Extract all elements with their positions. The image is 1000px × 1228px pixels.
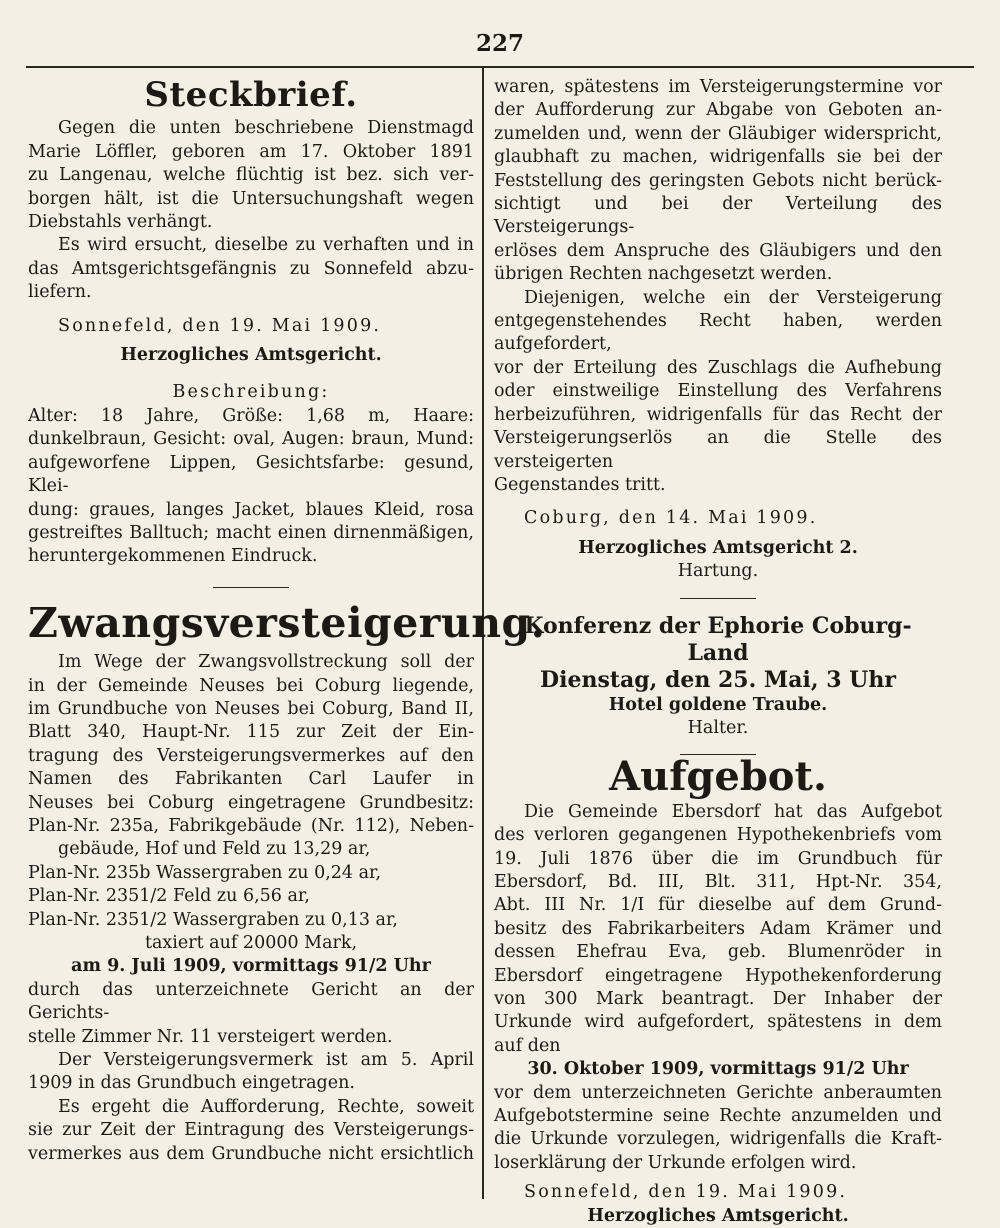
authority: Herzogliches Amtsgericht 2. [578,537,858,558]
right-column [494,70,942,1228]
text-line: 19. Juli 1876 über die im Grundbuch für [494,848,942,869]
text-line: gestreiftes Balltuch; macht einen dirnenmäßigen, [28,522,474,543]
auction-date: am 9. Juli 1909, vormittags 91/2 Uhr [71,956,431,977]
text-line: Die Gemeinde Ebersdorf hat das Aufgebot [524,801,942,822]
text-line: loserklärung der Urkunde erfolgen wird. [494,1152,857,1173]
text-line: Plan-Nr. 235a, Fabrikgebäude (Nr. 112), Neben- [28,815,474,836]
text-line: Marie Löffler, geboren am 17. Oktober 1891 [28,141,474,162]
text-line: Blatt 340, Haupt-Nr. 115 zur Zeit der Ein- [28,722,474,743]
text-line: Gegen die unten beschriebene Dienstmagd [58,118,474,139]
text-line: Der Versteigerungsvermerk ist am 5. April [58,1050,474,1071]
text-line: Versteigerungserlös an die Stelle des versteigerten [494,428,942,472]
text-line: übrigen Rechten nachgesetzt werden. [494,264,833,285]
text-line: dunkelbraun, Gesicht: oval, Augen: braun, Mund: [28,429,474,450]
text-line: taxiert auf 20000 Mark, [144,933,358,953]
aufgebot-title: Aufgebot. [609,753,827,801]
zwangsversteigerung-title: Zwangsversteigerung. [28,598,546,647]
text-line: vermerkes aus dem Grundbuche nicht ersichtlich [28,1143,474,1164]
text-line: Urkunde wird aufgefordert, spätestens in dem [494,1012,942,1033]
text-line: Im Wege der Zwangsvollstreckung soll der [58,652,474,673]
text-line: oder einstweilige Einstellung des Verfahrens [494,381,942,402]
text-line: Plan-Nr. 235b Wassergraben zu 0,24 ar, [28,862,382,883]
text-line: dung: graues, langes Jacket, blaues Kleid, rosa [28,499,474,520]
text-line: Namen des Fabrikanten Carl Laufer in [28,769,474,790]
text-line: auf den [494,1035,561,1056]
text-line: heruntergekommenen Eindruck. [28,546,318,567]
text-line: Ebersdorf eingetragene Hypothekenforderung [494,965,942,986]
place-date: Coburg, den 14. Mai 1909. [524,508,818,529]
text-line: sichtigt und bei der Verteilung des Versteigerungs- [494,194,942,238]
description-heading: Beschreibung: [172,382,330,403]
text-line: die Urkunde vorzulegen, widrigenfalls die Kraft- [494,1129,942,1150]
konferenz-title: Konferenz der Ephorie Coburg-Land [524,612,912,666]
text-line: Abt. III Nr. 1/I für dieselbe auf dem Grund- [494,895,942,916]
left-column [28,70,546,1166]
text-line: entgegenstehendes Recht haben, werden aufgefordert, [494,311,942,355]
text-line: Aufgebotstermine seine Rechte anzumelden und [494,1106,942,1127]
text-line: Es wird ersucht, dieselbe zu verhaften und in [58,235,474,256]
text-line: besitz des Fabrikarbeiters Adam Krämer und [494,918,942,939]
konferenz-location: Hotel goldene Traube. [608,694,828,715]
text-line: dessen Ehefrau Eva, geb. Blumenröder in [494,942,942,963]
text-line: stelle Zimmer Nr. 11 versteigert werden. [28,1026,393,1047]
signature: Hartung. [677,561,759,582]
text-line: sie zur Zeit der Eintragung des Versteigerungs- [28,1120,474,1141]
text-line: waren, spätestens im Versteigerungstermine vor [494,77,942,97]
text-line: vor der Erteilung des Zuschlags die Aufhebung [494,357,942,378]
text-line: Neuses bei Coburg eingetragene Grundbesitz: [28,792,474,813]
text-line: erlöses dem Anspruche des Gläubigers und den [494,240,942,261]
text-line: zu Langenau, welche flüchtig ist bez. sich ver- [28,165,474,186]
text-line: glaubhaft zu machen, widrigenfalls sie bei der [494,147,942,168]
konferenz-date: Dienstag, den 25. Mai, 3 Uhr [540,666,896,693]
text-line: Alter: 18 Jahre, Größe: 1,68 m, Haare: [28,405,474,426]
text-line: 1909 in das Grundbuch eingetragen. [28,1073,355,1094]
authority: Herzogliches Amtsgericht. [120,345,382,366]
text-line: herbeizuführen, widrigenfalls für das Recht der [494,404,942,425]
text-line: liefern. [28,282,92,303]
text-line: aufgeworfene Lippen, Gesichtsfarbe: gesund, Klei- [28,452,474,497]
steckbrief-title: Steckbrief. [144,75,358,115]
text-line: vor dem unterzeichneten Gerichte anberaumten [494,1082,942,1103]
signature: Halter. [687,717,749,738]
text-line: des verloren gegangenen Hypothekenbriefs vom [494,825,942,846]
text-line: Diebstahls verhängt. [28,212,213,233]
text-line: gebäude, Hof und Feld zu 13,29 ar, [58,839,371,860]
place-date: Sonnefeld, den 19. Mai 1909. [524,1182,848,1203]
text-line: zumelden und, wenn der Gläubiger widerspricht, [494,123,942,144]
aufgebot-date: 30. Oktober 1909, vormittags 91/2 Uhr [527,1059,909,1080]
text-line: der Aufforderung zur Abgabe von Geboten an- [494,100,942,121]
text-line: tragung des Versteigerungsvermerkes auf den [28,745,474,766]
top-rule [26,66,974,68]
text-line: durch das unterzeichnete Gericht an der Gerichts- [28,979,474,1024]
text-line: borgen hält, ist die Untersuchungshaft wegen [28,188,474,209]
place-date: Sonnefeld, den 19. Mai 1909. [58,315,382,336]
text-line: Diejenigen, welche ein der Versteigerung [524,287,942,308]
text-line: Gegenstandes tritt. [494,474,666,495]
text-line: Plan-Nr. 2351/2 Feld zu 6,56 ar, [28,886,310,907]
text-line: das Amtsgerichtsgefängnis zu Sonnefeld abzu- [28,258,474,279]
text-line: Plan-Nr. 2351/2 Wassergraben zu 0,13 ar, [28,909,398,930]
authority: Herzogliches Amtsgericht. [587,1205,849,1226]
text-line: Feststellung des geringsten Gebots nicht berück- [494,170,942,191]
text-line: Es ergeht die Aufforderung, Rechte, soweit [58,1096,474,1117]
text-line: Ebersdorf, Bd. III, Blt. 311, Hpt-Nr. 354, [494,871,942,892]
text-line: von 300 Mark beantragt. Der Inhaber der [494,989,942,1009]
text-line: im Grundbuche von Neuses bei Coburg, Band II, [28,698,474,719]
page-number: 227 [475,30,524,57]
text-line: in der Gemeinde Neuses bei Coburg liegende, [28,675,474,696]
